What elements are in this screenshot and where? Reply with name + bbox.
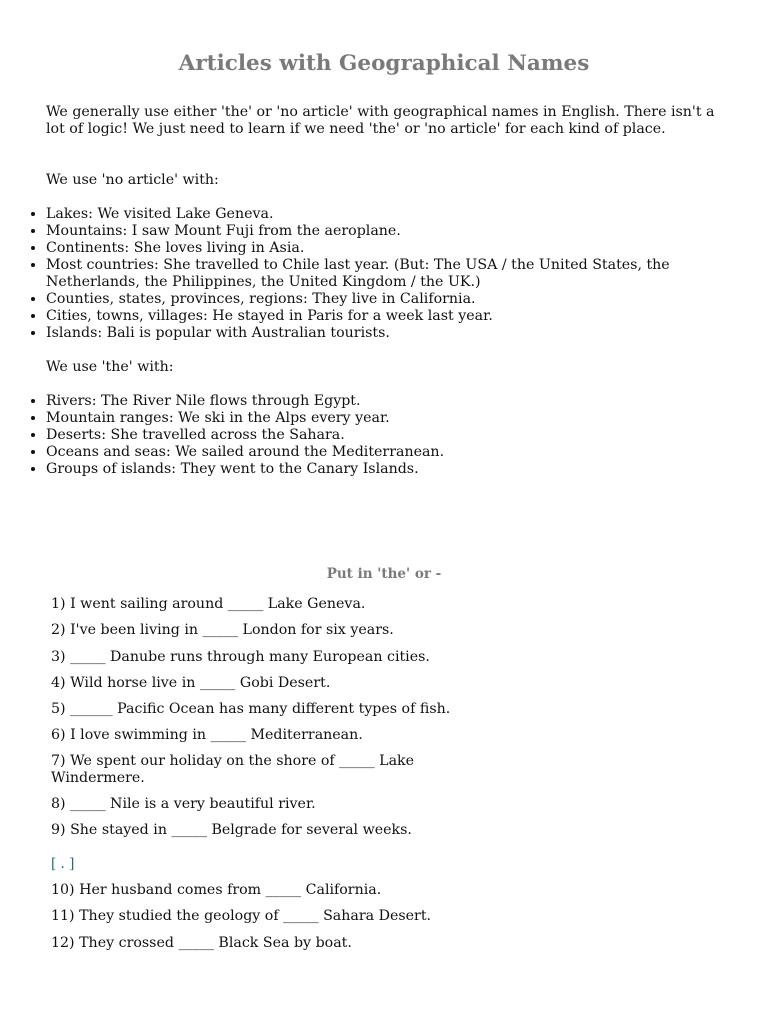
exercise-item: 8) _____ Nile is a very beautiful river. [51,796,316,812]
intro-paragraph: We generally use either 'the' or 'no article' with geographical names in English. There isn't a lot of logic! We just need to learn if we need 'the' or 'no article' for each kind of place. [46,104,715,137]
exercise-item: 3) _____ Danube runs through many European cities. [51,649,430,665]
bracket-link[interactable]: [ . ] [51,856,75,872]
exercise-item: 6) I love swimming in _____ Mediterranean. [51,727,363,743]
exercise-item: 9) She stayed in _____ Belgrade for several weeks. [51,822,412,838]
list-item: • Mountains: I saw Mount Fuji from the aeroplane. [46,223,746,240]
list-item: • Continents: She loves living in Asia. [46,240,746,257]
exercise-item: 5) ______ Pacific Ocean has many different types of fish. [51,701,451,717]
list-item: • Oceans and seas: We sailed around the Mediterranean. [46,444,746,461]
no-article-list [0,206,746,342]
exercise-item: 12) They crossed _____ Black Sea by boat. [51,935,352,951]
exercise-item: 4) Wild horse live in _____ Gobi Desert. [51,675,331,691]
the-article-heading: We use 'the' with: [46,359,174,375]
list-item: • Lakes: We visited Lake Geneva. [46,206,746,223]
exercise-heading: Put in 'the' or - [326,566,442,582]
exercise-item: 2) I've been living in _____ London for six years. [51,622,394,638]
exercise-item: 10) Her husband comes from _____ California. [51,882,382,898]
list-item: • Mountain ranges: We ski in the Alps every year. [46,410,746,427]
list-item: • Cities, towns, villages: He stayed in Paris for a week last year. [46,308,746,325]
list-item: • Counties, states, provinces, regions: They live in California. [46,291,746,308]
list-item: • Groups of islands: They went to the Canary Islands. [46,461,746,478]
list-item: • Deserts: She travelled across the Sahara. [46,427,746,444]
list-item: • Islands: Bali is popular with Australian tourists. [46,325,746,342]
list-item: • Most countries: She travelled to Chile last year. (But: The USA / the United States, the Netherlands, the Philippines, the United Kingdom / the UK.) [46,257,746,291]
no-article-heading: We use 'no article' with: [46,172,219,188]
the-article-list [0,393,746,478]
page-title: Articles with Geographical Names [178,51,590,76]
exercise-item: 11) They studied the geology of _____ Sahara Desert. [51,908,432,924]
exercise-item: 7) We spent our holiday on the shore of _____ Lake Windermere. [51,753,415,786]
list-item: • Rivers: The River Nile flows through Egypt. [46,393,746,410]
exercise-item: 1) I went sailing around _____ Lake Geneva. [51,596,366,612]
